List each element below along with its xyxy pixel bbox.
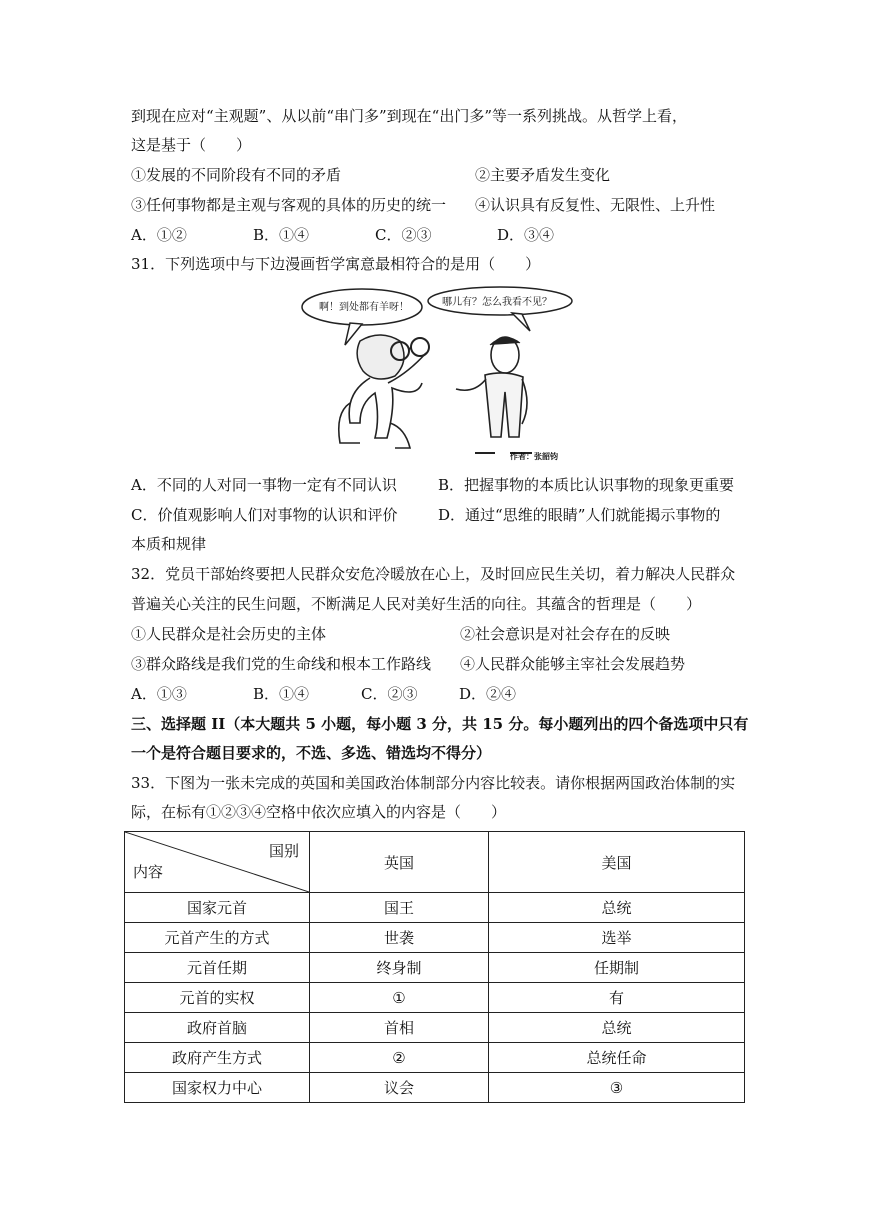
column-header-uk: 英国 [310,832,489,893]
table-row [125,1043,745,1073]
q32-statement-4: ④人民群众能够主宰社会发展趋势 [460,655,686,673]
table-row [125,1073,745,1103]
q30-statement-1: ①发展的不同阶段有不同的矛盾 [131,166,342,184]
q32-statement-3: ③群众路线是我们党的生命线和根本工作路线 [131,655,432,673]
row-label: 元首的实权 [125,983,310,1013]
q31-option-d[interactable]: D．通过“思维的眼睛”人们就能揭示事物的 [438,506,721,524]
cell-us: 有 [489,983,745,1013]
corner-top-label: 国别 [268,842,299,860]
table-corner-cell [125,832,310,893]
q30-option-b[interactable]: B．①④ [253,226,310,244]
row-label: 国家元首 [125,893,310,923]
q31-option-c[interactable]: C．价值观影响人们对事物的认识和评价 [131,506,398,524]
table-row [125,953,745,983]
table-row [125,893,745,923]
intro-line-2: 这是基于（ ） [131,136,252,154]
q32-option-c[interactable]: C．②③ [361,685,418,703]
q32-statement-2: ②社会意识是对社会存在的反映 [460,625,671,643]
q30-statement-4: ④认识具有反复性、无限性、上升性 [475,196,716,214]
table-row [125,983,745,1013]
q30-option-d[interactable]: D．③④ [497,226,555,244]
row-label: 国家权力中心 [125,1073,310,1103]
table-row [125,1013,745,1043]
cell-us: 总统任命 [489,1043,745,1073]
cell-uk: 首相 [310,1013,489,1043]
cell-uk: 国王 [310,893,489,923]
q31-option-b[interactable]: B．把握事物的本质比认识事物的现象更重要 [438,476,735,494]
cell-us: 任期制 [489,953,745,983]
cell-uk: 终身制 [310,953,489,983]
table-row [125,923,745,953]
cell-us: ③ [489,1073,745,1103]
q32-stem-1: 32．党员干部始终要把人民群众安危冷暖放在心上，及时回应民生关切，着力解决人民群众 [131,565,736,583]
q33-stem-2: 际，在标有①②③④空格中依次应填入的内容是（ ） [131,803,507,821]
q32-option-a[interactable]: A．①③ [131,685,187,703]
column-header-us: 美国 [489,832,745,893]
q30-option-c[interactable]: C．②③ [375,226,432,244]
cell-us: 选举 [489,923,745,953]
cell-us: 总统 [489,893,745,923]
cartoon-bubble-right-text: 哪儿有？怎么我看不见？ [442,297,552,308]
table-header-row [125,832,745,893]
cartoon-author: 作者：张韶钧 [510,452,558,461]
cartoon-illustration [290,283,580,463]
comparison-table [124,831,745,1103]
cell-us: 总统 [489,1013,745,1043]
cell-uk: 世袭 [310,923,489,953]
q32-stem-2: 普遍关心关注的民生问题，不断满足人民对美好生活的向往。其蕴含的哲理是（ ） [131,595,702,613]
section-3-heading-1: 三、选择题 II（本大题共 5 小题，每小题 3 分，共 15 分。每小题列出的四个备选项中只有 [131,715,749,733]
q31-option-d-continued: 本质和规律 [131,535,207,553]
q30-statement-2: ②主要矛盾发生变化 [475,166,611,184]
q31-option-a[interactable]: A．不同的人对同一事物一定有不同认识 [131,476,397,494]
cell-uk: ① [310,983,489,1013]
q31-stem: 31．下列选项中与下边漫画哲学寓意最相符合的是用（ ） [131,255,541,273]
section-3-heading-2: 一个是符合题目要求的，不选、多选、错选均不得分） [131,744,492,762]
row-label: 政府首脑 [125,1013,310,1043]
row-label: 元首产生的方式 [125,923,310,953]
cell-uk: ② [310,1043,489,1073]
corner-bottom-label: 内容 [133,863,164,881]
row-label: 政府产生方式 [125,1043,310,1073]
q30-statement-3: ③任何事物都是主观与客观的具体的历史的统一 [131,196,447,214]
q32-statement-1: ①人民群众是社会历史的主体 [131,625,327,643]
cartoon-bubble-left-text: 啊！到处都有羊呀！ [319,302,409,313]
q30-option-a[interactable]: A．①② [131,226,187,244]
row-label: 元首任期 [125,953,310,983]
q33-stem-1: 33．下图为一张未完成的英国和美国政治体制部分内容比较表。请你根据两国政治体制的实 [131,774,736,792]
cell-uk: 议会 [310,1073,489,1103]
q32-option-d[interactable]: D．②④ [459,685,517,703]
q32-option-b[interactable]: B．①④ [253,685,310,703]
intro-line-1: 到现在应对“主观题”、从以前“串门多”到现在“出门多”等一系列挑战。从哲学上看， [131,107,688,125]
